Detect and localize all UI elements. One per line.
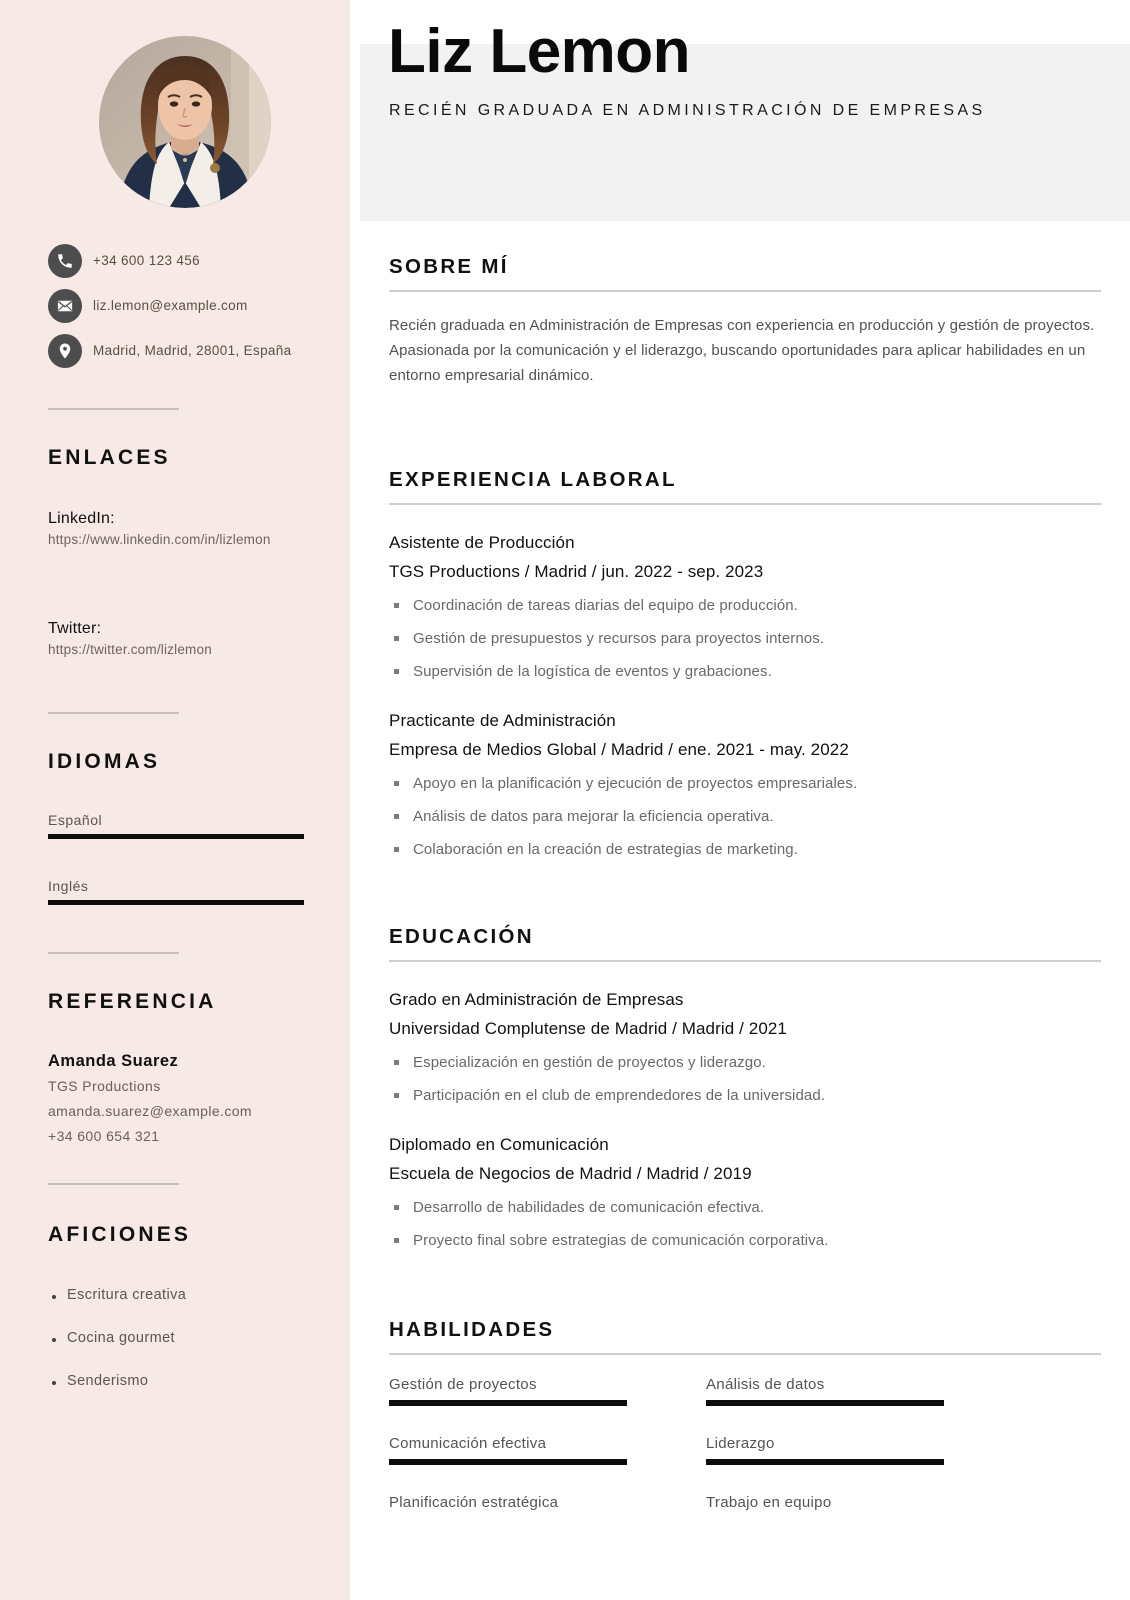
skill-item [706, 1435, 1101, 1465]
link-linkedin-url[interactable]: https://www.linkedin.com/in/lizlemon [48, 532, 271, 547]
section-heading-education: EDUCACIÓN [389, 925, 534, 948]
entry-title: Asistente de Producción [389, 532, 575, 552]
entry-title: Diplomado en Comunicación [389, 1134, 609, 1154]
section-heading-skills: HABILIDADES [389, 1318, 555, 1341]
contact-phone[interactable] [48, 244, 318, 278]
skill-label: Trabajo en equipo [706, 1493, 832, 1511]
list-item [389, 1230, 1101, 1252]
section-rule [389, 503, 1101, 505]
list-item [48, 1330, 306, 1346]
divider-languages [48, 712, 179, 714]
skill-level-bar [706, 1400, 944, 1406]
bullet-square-icon [394, 603, 399, 608]
list-item [48, 1287, 306, 1303]
language-level-bar [48, 900, 304, 905]
section-rule [389, 960, 1101, 962]
skill-label: Liderazgo [706, 1434, 775, 1452]
email-icon [48, 289, 82, 323]
skill-label: Comunicación efectiva [389, 1434, 547, 1452]
education-entry [389, 1130, 1101, 1252]
skill-level-bar [706, 1459, 944, 1465]
entry-meta: Escuela de Negocios de Madrid / Madrid / 2019 [389, 1163, 752, 1183]
section-education [389, 925, 1101, 1263]
sidebar [0, 0, 350, 1600]
hobbies-heading: AFICIONES [48, 1223, 192, 1246]
bullet-text: Análisis de datos para mejorar la eficiencia operativa. [413, 807, 774, 825]
reference-card [48, 1052, 306, 1149]
bullet-text: Supervisión de la logística de eventos y grabaciones. [413, 662, 772, 680]
main-content [350, 0, 1130, 1600]
skill-label: Gestión de proyectos [389, 1375, 537, 1393]
bullet-text: Proyecto final sobre estrategias de comunicación corporativa. [413, 1231, 829, 1249]
reference-name: Amanda Suarez [48, 1052, 179, 1070]
section-skills [389, 1318, 1101, 1553]
bullet-dot-icon [52, 1295, 56, 1299]
bullet-dot-icon [52, 1338, 56, 1342]
bullet-square-icon [394, 1093, 399, 1098]
list-item [389, 1085, 1101, 1107]
divider-reference [48, 952, 179, 954]
hobby-label: Escritura creativa [67, 1287, 187, 1303]
reference-company: TGS Productions [48, 1078, 161, 1094]
location-value: Madrid, Madrid, 28001, España [93, 343, 292, 358]
list-item [389, 806, 1101, 828]
languages-heading: IDIOMAS [48, 750, 161, 773]
bullet-text: Colaboración en la creación de estrategias de marketing. [413, 840, 798, 858]
bullet-text: Apoyo en la planificación y ejecución de proyectos empresariales. [413, 774, 858, 792]
reference-phone[interactable]: +34 600 654 321 [48, 1128, 160, 1144]
contact-list [48, 244, 318, 379]
language-name: Inglés [48, 878, 89, 894]
location-icon [48, 334, 82, 368]
skills-grid [389, 1376, 1101, 1553]
bullet-square-icon [394, 1238, 399, 1243]
page-title: Liz Lemon [388, 17, 691, 86]
section-heading-experience: EXPERIENCIA LABORAL [389, 468, 677, 491]
education-entry [389, 985, 1101, 1107]
divider-hobbies [48, 1183, 179, 1185]
language-item-english [48, 878, 306, 905]
email-value: liz.lemon@example.com [93, 298, 248, 313]
entry-bullets [389, 1052, 1101, 1107]
entry-bullets [389, 773, 1101, 861]
skill-level-bar [389, 1518, 627, 1524]
entry-meta: Universidad Complutense de Madrid / Madrid / 2021 [389, 1018, 787, 1038]
entry-meta: TGS Productions / Madrid / jun. 2022 - sep. 2023 [389, 561, 764, 581]
contact-email[interactable] [48, 289, 318, 323]
section-rule [389, 290, 1101, 292]
bullet-text: Participación en el club de emprendedores de la universidad. [413, 1086, 826, 1104]
link-twitter-url[interactable]: https://twitter.com/lizlemon [48, 642, 212, 657]
skill-level-bar [389, 1459, 627, 1465]
reference-email[interactable]: amanda.suarez@example.com [48, 1103, 252, 1119]
skill-item [706, 1494, 1101, 1524]
section-experience [389, 468, 1101, 872]
links-heading: ENLACES [48, 446, 171, 469]
link-twitter[interactable] [48, 620, 306, 659]
bullet-square-icon [394, 814, 399, 819]
phone-value: +34 600 123 456 [93, 253, 200, 268]
bullet-square-icon [394, 669, 399, 674]
list-item [389, 1197, 1101, 1219]
entry-title: Grado en Administración de Empresas [389, 989, 684, 1009]
about-text: Recién graduada en Administración de Empresas con experiencia en producción y gestión de proyectos. Apasionada por la comunicación y el liderazgo, buscando oportunidades para aplicar habilidades en un entorno empresarial dinámico. [389, 316, 1095, 384]
bullet-square-icon [394, 1060, 399, 1065]
list-item [389, 1052, 1101, 1074]
language-item-spanish [48, 812, 306, 839]
profile-photo-illustration [99, 36, 271, 208]
entry-title: Practicante de Administración [389, 710, 616, 730]
list-item [389, 773, 1101, 795]
skill-level-bar [389, 1400, 627, 1406]
entry-meta: Empresa de Medios Global / Madrid / ene. 2021 - may. 2022 [389, 739, 849, 759]
section-heading-about: SOBRE MÍ [389, 255, 509, 278]
entry-bullets [389, 1197, 1101, 1252]
bullet-square-icon [394, 781, 399, 786]
bullet-square-icon [394, 1205, 399, 1210]
bullet-square-icon [394, 636, 399, 641]
reference-heading: REFERENCIA [48, 990, 217, 1013]
avatar [99, 36, 271, 208]
bullet-text: Gestión de presupuestos y recursos para proyectos internos. [413, 629, 825, 647]
experience-entry [389, 528, 1101, 683]
section-rule [389, 1353, 1101, 1355]
skill-item [389, 1376, 706, 1406]
language-level-bar [48, 834, 304, 839]
hobbies-list [48, 1287, 306, 1416]
link-linkedin[interactable] [48, 510, 306, 549]
list-item [389, 595, 1101, 617]
hobby-label: Senderismo [67, 1373, 149, 1389]
bullet-text: Desarrollo de habilidades de comunicación efectiva. [413, 1198, 765, 1216]
list-item [389, 839, 1101, 861]
section-about [389, 255, 1101, 388]
hobby-label: Cocina gourmet [67, 1330, 175, 1346]
skill-label: Planificación estratégica [389, 1493, 559, 1511]
list-item [389, 661, 1101, 683]
link-linkedin-label: LinkedIn: [48, 510, 115, 527]
language-name: Español [48, 812, 103, 828]
list-item [48, 1373, 306, 1389]
skill-level-bar [706, 1518, 944, 1524]
experience-entry [389, 706, 1101, 861]
bullet-text: Coordinación de tareas diarias del equipo de producción. [413, 596, 799, 614]
header-subtitle: RECIÉN GRADUADA EN ADMINISTRACIÓN DE EMPRESAS [389, 102, 986, 119]
link-twitter-label: Twitter: [48, 620, 102, 637]
skill-label: Análisis de datos [706, 1375, 825, 1393]
bullet-dot-icon [52, 1381, 56, 1385]
contact-location[interactable] [48, 334, 318, 368]
skill-item [389, 1435, 706, 1465]
entry-bullets [389, 595, 1101, 683]
phone-icon [48, 244, 82, 278]
divider-links [48, 408, 179, 410]
list-item [389, 628, 1101, 650]
skill-item [389, 1494, 706, 1524]
bullet-square-icon [394, 847, 399, 852]
skill-item [706, 1376, 1101, 1406]
bullet-text: Especialización en gestión de proyectos y liderazgo. [413, 1053, 766, 1071]
